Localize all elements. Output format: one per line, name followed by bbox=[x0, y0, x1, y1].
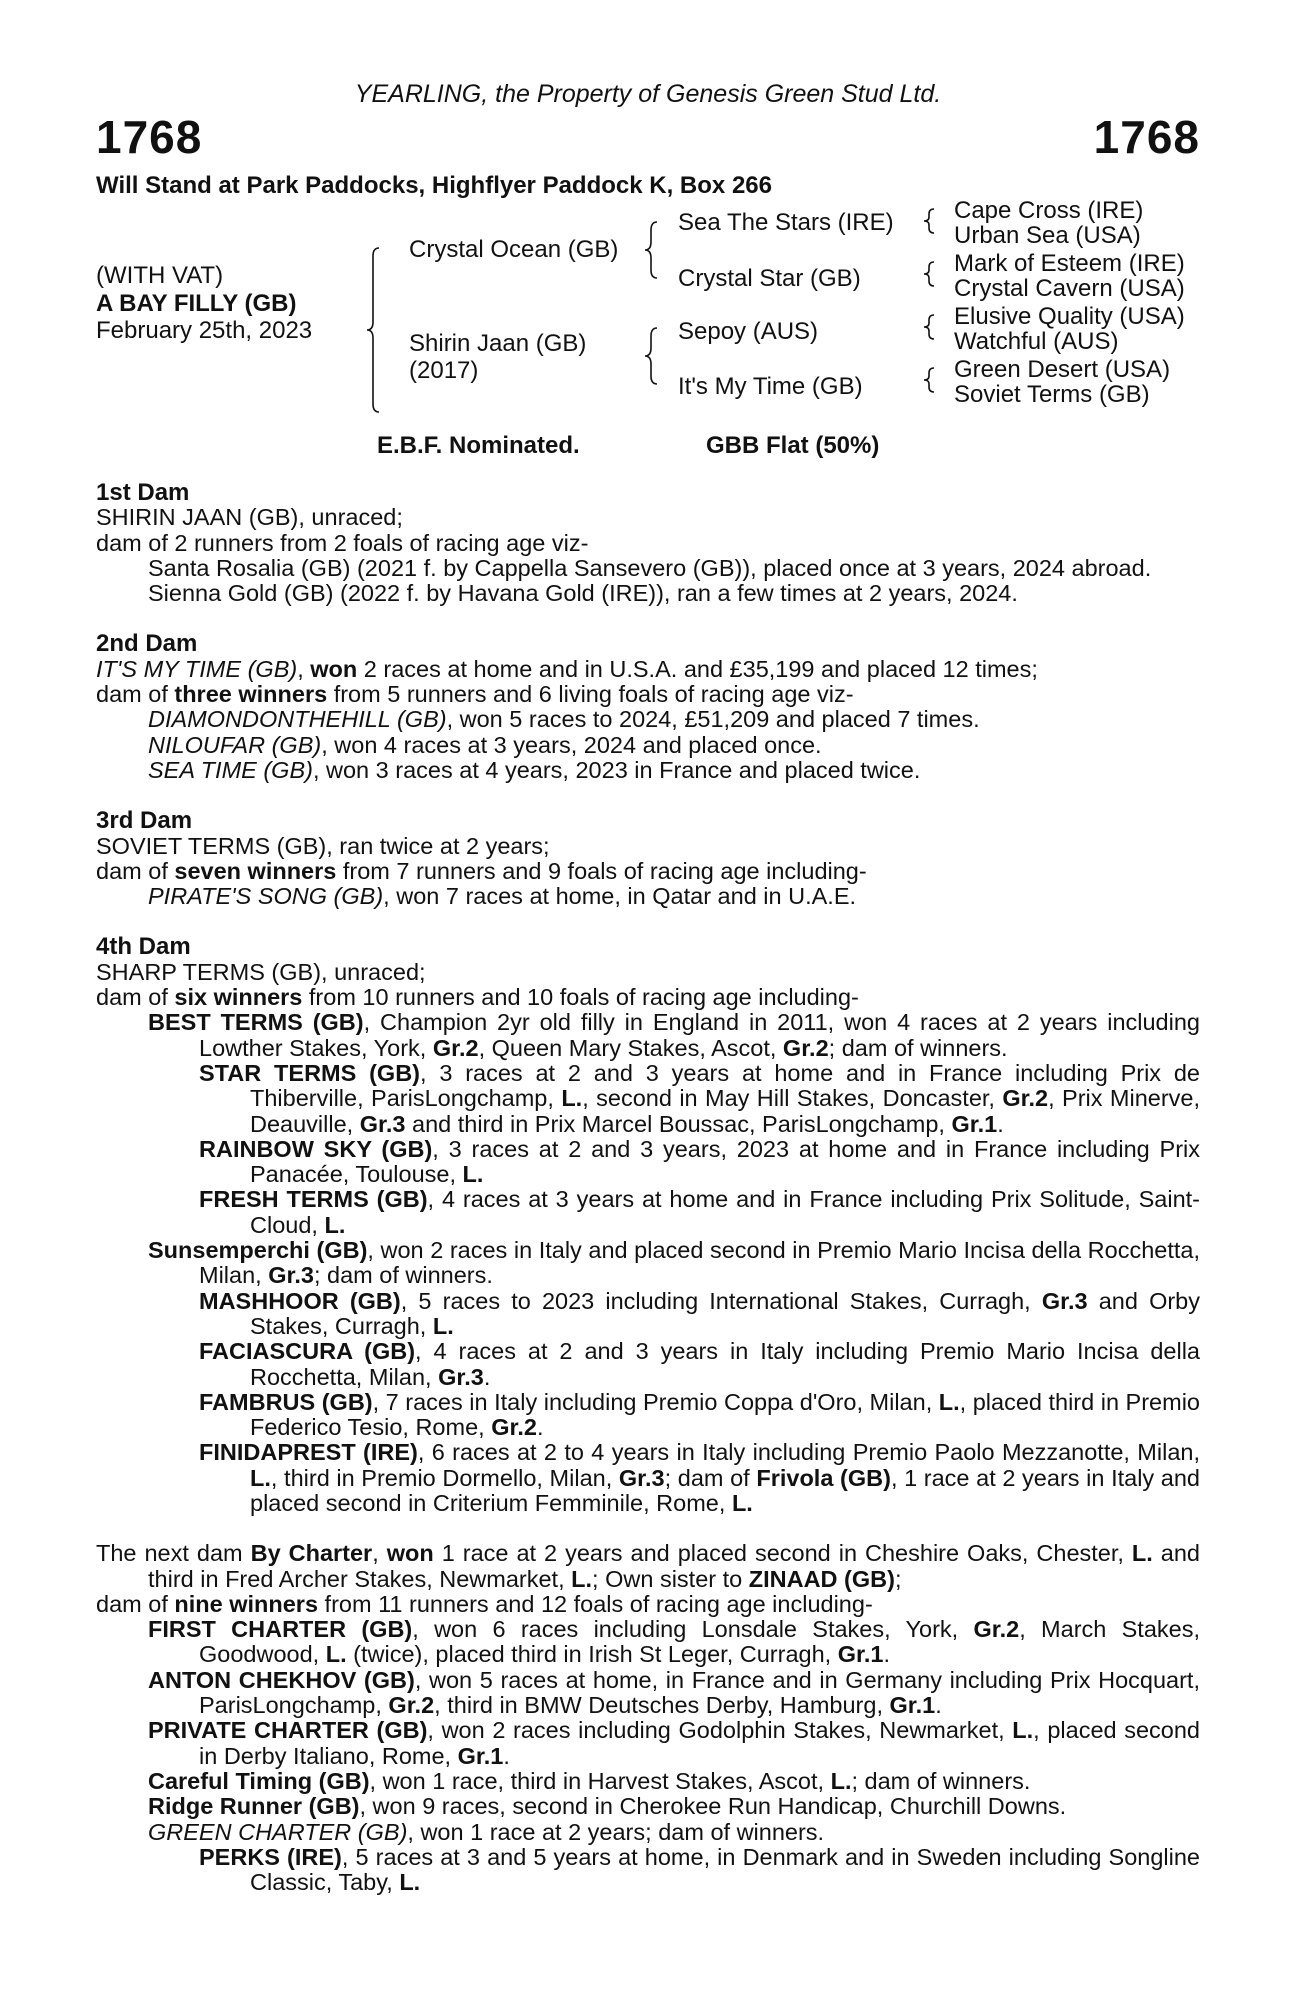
text-run: Gr.2 bbox=[782, 1034, 829, 1061]
next-dam-line bbox=[96, 1541, 1200, 1592]
produce-entry bbox=[96, 1668, 1200, 1719]
text-run: dam of bbox=[96, 857, 175, 884]
first-dam-line: SHIRIN JAAN (GB), unraced; bbox=[96, 504, 403, 531]
property-line: YEARLING, the Property of Genesis Green Stud Ltd. bbox=[354, 80, 942, 108]
text-run: Gr.2 bbox=[432, 1034, 479, 1061]
grandparent-4: Crystal Cavern (USA) bbox=[954, 275, 1185, 302]
text-run: L. bbox=[830, 1767, 852, 1794]
section-spacer bbox=[96, 909, 1200, 934]
text-run: SEA TIME (GB) bbox=[148, 756, 313, 783]
produce-entry bbox=[96, 1339, 1200, 1390]
dam: Shirin Jaan (GB) bbox=[409, 330, 587, 357]
text-run: FACIASCURA (GB) bbox=[199, 1338, 416, 1365]
sire-sire: Sea The Stars (IRE) bbox=[678, 209, 894, 236]
text-run: seven winners bbox=[174, 857, 337, 884]
ebf-nominated: E.B.F. Nominated. bbox=[377, 432, 580, 459]
text-run: , won 9 races, second in Cherokee Run Handicap, Churchill Downs. bbox=[359, 1793, 1067, 1820]
fourth-dam-heading: 4th Dam bbox=[96, 933, 191, 961]
text-run: , 3 races at 2 and 3 years at home and in France including Prix de Thiberville, ParisLongchamp, bbox=[250, 1059, 1200, 1112]
pedigree-notes bbox=[96, 480, 1200, 1895]
text-run: , won 4 races at 3 years, 2024 and placed once. bbox=[321, 731, 822, 758]
text-run: , Prix Minerve, Deauville, bbox=[250, 1085, 1201, 1137]
text-run: Gr.1 bbox=[951, 1110, 998, 1137]
produce-entry bbox=[96, 1617, 1200, 1668]
produce-entry bbox=[96, 733, 1200, 758]
text-run: 1 race at 2 years and placed second in Cheshire Oaks, Chester, bbox=[433, 1540, 1132, 1567]
text-run: Gr.3 bbox=[359, 1110, 406, 1137]
text-run: L. bbox=[432, 1312, 454, 1339]
text-run: ANTON CHEKHOV (GB) bbox=[148, 1666, 415, 1693]
text-run: , won 5 races at home, in France and in Germany including Prix Hocquart, ParisLongchamp, bbox=[199, 1666, 1200, 1719]
text-run: dam of bbox=[96, 681, 175, 708]
text-run: from 5 runners and 6 living foals of racing age viz- bbox=[327, 681, 854, 708]
text-run: , 5 races at 3 and 5 years at home, in Denmark and in Sweden including Songline Classic, Taby, bbox=[250, 1843, 1200, 1896]
text-run: . bbox=[883, 1641, 890, 1668]
produce-entry bbox=[96, 1289, 1200, 1340]
stand-location: Will Stand at Park Paddocks, Highflyer Paddock K, Box 266 bbox=[96, 172, 772, 199]
grandparent-1: Cape Cross (IRE) bbox=[954, 197, 1144, 224]
section-spacer bbox=[96, 783, 1200, 808]
text-run: BEST TERMS (GB) bbox=[148, 1009, 364, 1036]
text-run: , won 2 races in Italy and placed second in Premio Mario Incisa della Rocchetta, Milan, bbox=[199, 1237, 1201, 1289]
produce-entry bbox=[96, 1820, 1200, 1845]
text-run: Gr.2 bbox=[388, 1692, 435, 1719]
text-run: Gr.3 bbox=[438, 1363, 484, 1390]
section-spacer bbox=[96, 1516, 1200, 1541]
text-run: , won 2 races including Godolphin Stakes, Newmarket, bbox=[427, 1717, 1013, 1744]
next-dam-produce bbox=[96, 1592, 1200, 1617]
text-run: ; dam of winners. bbox=[851, 1767, 1031, 1794]
text-run: , 4 races at 3 years at home and in France including Prix Solitude, Saint-Cloud, bbox=[250, 1186, 1201, 1238]
text-run: Gr.1 bbox=[837, 1641, 884, 1668]
text-run: FIRST CHARTER (GB) bbox=[148, 1616, 413, 1643]
text-run: Gr.1 bbox=[889, 1692, 936, 1719]
text-run: (twice), placed third in Irish St Leger, Curragh, bbox=[346, 1641, 838, 1668]
text-run: and third in Fred Archer Stakes, Newmarket, bbox=[148, 1540, 1200, 1592]
third-dam-line: SOVIET TERMS (GB), ran twice at 2 years; bbox=[96, 832, 550, 859]
produce-entry bbox=[96, 1845, 1200, 1896]
fourth-dam-line: SHARP TERMS (GB), unraced; bbox=[96, 958, 426, 985]
grandparent-7: Green Desert (USA) bbox=[954, 356, 1171, 383]
produce-entry: Sienna Gold (GB) (2022 f. by Havana Gold (IRE)), ran a few times at 2 years, 2024. bbox=[148, 580, 1018, 607]
produce-entry bbox=[96, 1061, 1200, 1137]
text-run: , Champion 2yr old filly in England in 2011, won 4 races at 2 years including Lowther Stakes, York, bbox=[199, 1009, 1200, 1061]
text-run: . bbox=[997, 1110, 1004, 1137]
text-run: L. bbox=[324, 1211, 346, 1238]
second-dam-line bbox=[96, 657, 1200, 682]
text-run: won bbox=[386, 1540, 434, 1567]
horse-name: A BAY FILLY (GB) bbox=[96, 290, 297, 317]
produce-entry bbox=[96, 1187, 1200, 1238]
text-run: NILOUFAR (GB) bbox=[148, 731, 322, 758]
text-run: L. bbox=[1131, 1540, 1153, 1567]
grandparent-8: Soviet Terms (GB) bbox=[954, 381, 1150, 408]
text-run: six winners bbox=[174, 984, 303, 1011]
produce-entry bbox=[96, 707, 1200, 732]
text-run: DIAMONDONTHEHILL (GB) bbox=[148, 706, 447, 733]
text-run: FRESH TERMS (GB) bbox=[199, 1186, 428, 1213]
text-run: IT'S MY TIME (GB) bbox=[96, 655, 298, 682]
lot-number-right: 1768 bbox=[1093, 111, 1200, 163]
vat-note: (WITH VAT) bbox=[96, 262, 224, 289]
second-dam-produce bbox=[96, 682, 1200, 707]
produce-entry bbox=[96, 1010, 1200, 1061]
text-run: , 1 race at 2 years in Italy and placed second in Criterium Femminile, Rome, bbox=[250, 1464, 1201, 1516]
text-run: L. bbox=[561, 1085, 583, 1112]
text-run: Gr.2 bbox=[973, 1616, 1020, 1643]
text-run: PERKS (IRE) bbox=[199, 1843, 342, 1870]
text-run: from 10 runners and 10 foals of racing age including- bbox=[302, 984, 859, 1011]
text-run: , won 6 races including Lonsdale Stakes, York, bbox=[412, 1616, 974, 1643]
text-run: L. bbox=[462, 1161, 484, 1188]
section-spacer bbox=[96, 606, 1200, 631]
text-run: , placed third in Premio Federico Tesio, Rome, bbox=[250, 1388, 1200, 1441]
first-dam-produce: dam of 2 runners from 2 foals of racing age viz- bbox=[96, 529, 589, 556]
text-run: and Orby Stakes, Curragh, bbox=[250, 1287, 1200, 1339]
text-run: , 7 races in Italy including Premio Coppa d'Oro, Milan, bbox=[372, 1388, 939, 1415]
text-run: L. bbox=[938, 1388, 960, 1415]
foaling-date: February 25th, 2023 bbox=[96, 317, 313, 344]
fourth-dam-produce bbox=[96, 985, 1200, 1010]
text-run: . bbox=[536, 1414, 544, 1441]
text-run: RAINBOW SKY (GB) bbox=[199, 1135, 433, 1162]
text-run: , bbox=[372, 1540, 387, 1567]
text-run: , 4 races at 2 and 3 years in Italy including Premio Mario Incisa della Rocchetta, Milan, bbox=[250, 1338, 1200, 1390]
text-run: , March Stakes, Goodwood, bbox=[199, 1616, 1200, 1668]
grandparent-6: Watchful (AUS) bbox=[954, 328, 1119, 355]
produce-entry bbox=[96, 1718, 1200, 1769]
text-run: Gr.3 bbox=[618, 1464, 665, 1491]
text-run: STAR TERMS (GB) bbox=[199, 1059, 420, 1086]
text-run: FINIDAPREST (IRE) bbox=[199, 1439, 418, 1466]
text-run: ; dam of winners. bbox=[313, 1262, 493, 1289]
produce-entry bbox=[96, 1137, 1200, 1188]
text-run: nine winners bbox=[174, 1590, 319, 1617]
text-run: , won 1 race at 2 years; dam of winners. bbox=[407, 1818, 825, 1845]
text-run: , placed second in Derby Italiano, Rome, bbox=[199, 1717, 1200, 1769]
produce-entry bbox=[96, 758, 1200, 783]
grandparent-5: Elusive Quality (USA) bbox=[954, 303, 1185, 330]
text-run: , won 1 race, third in Harvest Stakes, Ascot, bbox=[369, 1767, 831, 1794]
text-run: , 5 races to 2023 including International Stakes, Curragh, bbox=[400, 1287, 1042, 1314]
third-dam-produce bbox=[96, 859, 1200, 884]
text-run: Gr.3 bbox=[268, 1262, 314, 1289]
text-run: Sunsemperchi (GB) bbox=[148, 1237, 368, 1264]
text-run: , Queen Mary Stakes, Ascot, bbox=[478, 1034, 783, 1061]
text-run: ; Own sister to bbox=[592, 1565, 749, 1592]
text-run: , third in Premio Dormello, Milan, bbox=[270, 1464, 619, 1491]
text-run: . bbox=[503, 1742, 510, 1769]
text-run: L. bbox=[399, 1869, 421, 1896]
text-run: Gr.2 bbox=[1002, 1085, 1049, 1112]
text-run: three winners bbox=[174, 681, 328, 708]
sire-dam: Crystal Star (GB) bbox=[678, 265, 861, 292]
pedigree-table bbox=[96, 197, 1200, 430]
text-run: Gr.3 bbox=[1041, 1287, 1088, 1314]
text-run: Frivola (GB) bbox=[756, 1464, 891, 1491]
text-run: ZINAAD (GB) bbox=[748, 1565, 895, 1592]
text-run: FAMBRUS (GB) bbox=[199, 1388, 373, 1415]
lot-number-left: 1768 bbox=[96, 111, 203, 163]
text-run: Gr.2 bbox=[491, 1414, 537, 1441]
text-run: and third in Prix Marcel Boussac, ParisLongchamp, bbox=[405, 1110, 952, 1137]
produce-entry bbox=[96, 1238, 1200, 1289]
dam-dam: It's My Time (GB) bbox=[678, 373, 863, 400]
text-run: , won 3 races at 4 years, 2023 in France and placed twice. bbox=[312, 756, 921, 783]
text-run: from 11 runners and 12 foals of racing age including- bbox=[318, 1590, 873, 1617]
text-run: L. bbox=[1012, 1717, 1034, 1744]
text-run: GREEN CHARTER (GB) bbox=[148, 1818, 408, 1845]
text-run: , second in May Hill Stakes, Doncaster, bbox=[582, 1085, 1003, 1112]
text-run: The next dam bbox=[96, 1540, 251, 1567]
text-run: . bbox=[935, 1692, 942, 1719]
text-run: By Charter bbox=[250, 1540, 373, 1567]
third-dam-heading: 3rd Dam bbox=[96, 807, 193, 835]
produce-entry bbox=[96, 1794, 1200, 1819]
gbb-flat: GBB Flat (50%) bbox=[706, 432, 880, 459]
text-run: Ridge Runner (GB) bbox=[148, 1793, 360, 1820]
text-run: , third in BMW Deutsches Derby, Hamburg, bbox=[434, 1692, 890, 1719]
grandparent-3: Mark of Esteem (IRE) bbox=[954, 250, 1185, 277]
text-run: . bbox=[483, 1363, 491, 1390]
produce-entry bbox=[96, 1440, 1200, 1516]
text-run: ; dam of winners. bbox=[828, 1034, 1008, 1061]
text-run: ; bbox=[894, 1565, 902, 1592]
text-run: L. bbox=[731, 1489, 753, 1516]
text-run: dam of bbox=[96, 984, 175, 1011]
text-run: from 7 runners and 9 foals of racing age including- bbox=[336, 857, 867, 884]
produce-entry bbox=[96, 1390, 1200, 1441]
dam-year: (2017) bbox=[409, 357, 479, 384]
text-run: Careful Timing (GB) bbox=[148, 1767, 370, 1794]
text-run: , won 5 races to 2024, £51,209 and placed 7 times. bbox=[446, 706, 980, 733]
text-run: won bbox=[310, 655, 358, 682]
grandparent-2: Urban Sea (USA) bbox=[954, 222, 1141, 249]
text-run: L. bbox=[325, 1641, 347, 1668]
text-run: ; dam of bbox=[664, 1464, 757, 1491]
text-run: dam of bbox=[96, 1590, 175, 1617]
text-run: L. bbox=[250, 1464, 271, 1491]
produce-entry bbox=[96, 1769, 1200, 1794]
text-run: Gr.1 bbox=[457, 1742, 504, 1769]
text-run: L. bbox=[571, 1565, 593, 1592]
text-run: PIRATE'S SONG (GB) bbox=[148, 883, 384, 910]
text-run: MASHHOOR (GB) bbox=[199, 1287, 401, 1314]
sire: Crystal Ocean (GB) bbox=[409, 236, 619, 263]
text-run: , bbox=[297, 655, 311, 682]
text-run: PRIVATE CHARTER (GB) bbox=[148, 1717, 428, 1744]
first-dam-heading: 1st Dam bbox=[96, 479, 190, 506]
text-run: 2 races at home and in U.S.A. and £35,199 and placed 12 times; bbox=[357, 655, 1038, 682]
second-dam-heading: 2nd Dam bbox=[96, 630, 198, 658]
text-run: , 6 races at 2 to 4 years in Italy including Premio Paolo Mezzanotte, Milan, bbox=[417, 1439, 1200, 1466]
text-run: , 3 races at 2 and 3 years, 2023 at home and in France including Prix Panacée, Toulouse, bbox=[250, 1135, 1200, 1188]
text-run: , won 7 races at home, in Qatar and in U.A.E. bbox=[383, 883, 857, 910]
dam-sire: Sepoy (AUS) bbox=[678, 318, 819, 345]
produce-entry: Santa Rosalia (GB) (2021 f. by Cappella Sansevero (GB)), placed once at 3 years, 2024 abroad. bbox=[148, 554, 1152, 581]
produce-entry bbox=[96, 884, 1200, 909]
